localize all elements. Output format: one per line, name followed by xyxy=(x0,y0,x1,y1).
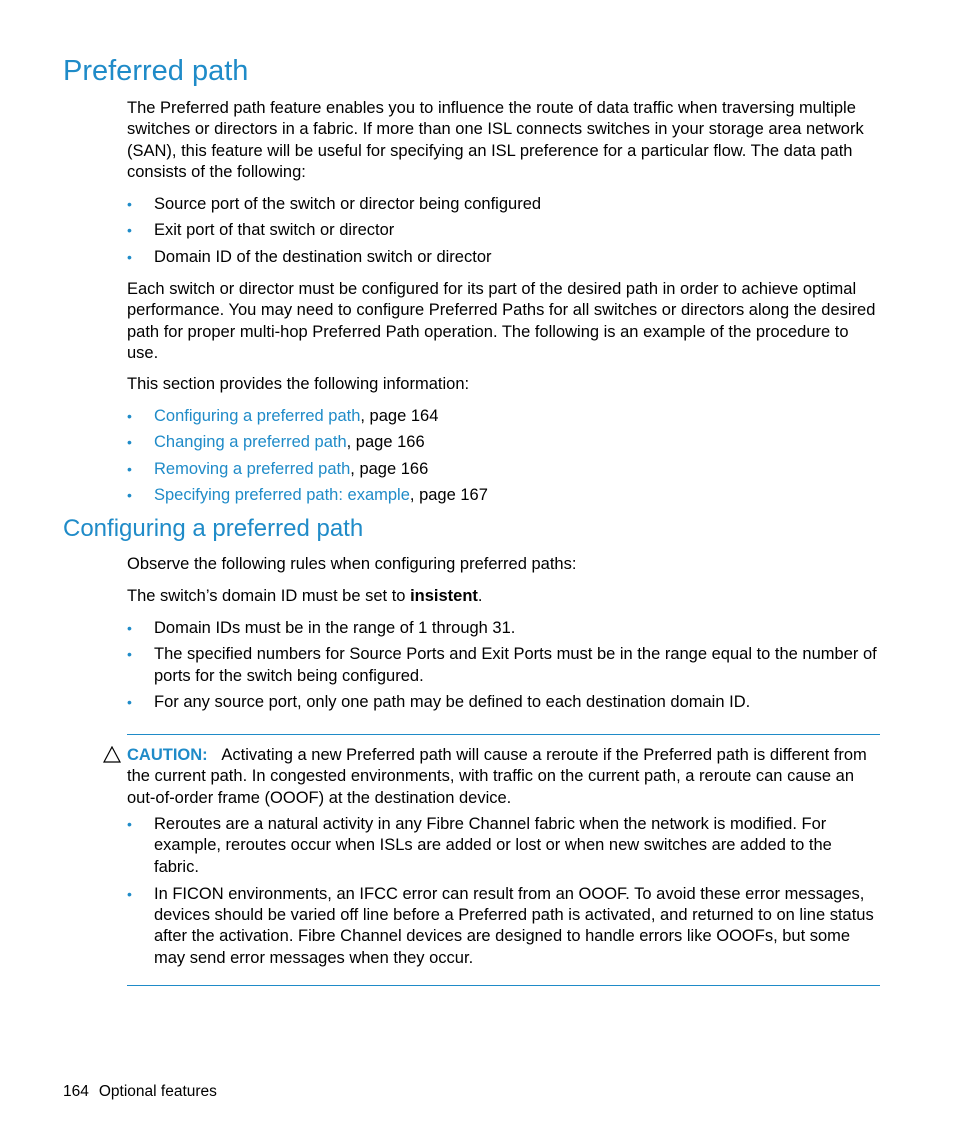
rules-list xyxy=(127,618,879,713)
path-list-section xyxy=(127,194,879,268)
info-paragraph: This section provides the following information: xyxy=(127,375,470,393)
page-footer xyxy=(63,1082,217,1102)
bullet-icon: • xyxy=(127,434,132,451)
bullet-icon: • xyxy=(127,248,132,265)
bullet-icon: • xyxy=(127,486,132,503)
procedure-section xyxy=(127,279,879,364)
caution-list-section xyxy=(127,814,879,969)
path-components-list xyxy=(127,194,879,268)
bullet-icon: • xyxy=(127,646,132,663)
link-configuring-preferred-path[interactable]: Configuring a preferred path xyxy=(154,407,361,425)
list-item: • Reroutes are a natural activity in any Fibre Channel fabric when the network is modified. For example, reroutes occur when ISLs are added or lost or when new switches are added to the fabric. xyxy=(127,815,832,876)
domain-rule-section xyxy=(127,586,879,607)
bullet-icon: • xyxy=(127,222,132,239)
list-item: • Domain IDs must be in the range of 1 through 31. xyxy=(127,618,879,639)
list-item: • Removing a preferred path, page 166 xyxy=(127,459,879,480)
caution-text: Activating a new Preferred path will cause a reroute if the Preferred path is different from the current path. In congested environments, with traffic on the current path, a reroute can cause an out-of-order frame (OOOF) at the destination device. xyxy=(127,746,867,807)
list-item: • In FICON environments, an IFCC error can result from an OOOF. To avoid these error messages, devices should be varied off line before a Preferred path is activated, and returned to on line status after the activation. Fibre Channel devices are designed to handle errors like OOOFs, but some may send error messages when they occur. xyxy=(127,884,874,967)
page-number: 164 xyxy=(63,1083,89,1100)
domain-rule-paragraph: The switch’s domain ID must be set to insistent. xyxy=(127,587,483,605)
caution-label: CAUTION: xyxy=(127,746,208,764)
list-item: • Domain ID of the destination switch or director xyxy=(127,247,879,268)
bullet-icon: • xyxy=(127,460,132,477)
list-item: • Exit port of that switch or director xyxy=(127,220,879,241)
rules-list-section xyxy=(127,618,879,713)
bullet-icon: • xyxy=(127,693,132,710)
list-item: • For any source port, only one path may be defined to each destination domain ID. xyxy=(127,692,879,713)
caution-paragraph xyxy=(127,745,879,809)
info-section xyxy=(127,374,879,395)
caution-triangle-icon xyxy=(103,746,121,764)
link-removing-preferred-path[interactable]: Removing a preferred path xyxy=(154,459,351,478)
list-item: • Specifying preferred path: example, page 167 xyxy=(127,485,879,506)
caution-list xyxy=(127,814,879,969)
caution-top-divider xyxy=(127,734,880,735)
caution-section xyxy=(127,745,879,809)
procedure-paragraph: Each switch or director must be configured for its part of the desired path in order to achieve optimal performance. You may need to configure Preferred Paths for all switches or directors along the desired path for proper multi-hop Preferred Path operation. The following is an example of the procedure to use. xyxy=(127,280,876,362)
section-links-list xyxy=(127,406,879,506)
intro-section xyxy=(127,98,879,183)
list-item: • Changing a preferred path, page 166 xyxy=(127,432,879,453)
page-title: Preferred path xyxy=(63,55,249,87)
links-section xyxy=(127,406,879,506)
caution-bottom-divider xyxy=(127,985,880,986)
intro-paragraph: The Preferred path feature enables you to influence the route of data traffic when traversing multiple switches or directors in a fabric. If more than one ISL connects switches in your storage area network (SAN), this feature will be useful for specifying an ISL preference for a particular flow. The data path consists of the following: xyxy=(127,99,864,181)
list-item: • Configuring a preferred path, page 164 xyxy=(127,406,879,427)
bullet-icon: • xyxy=(127,196,132,212)
bullet-icon: • xyxy=(127,408,132,424)
list-item: • The specified numbers for Source Ports and Exit Ports must be in the range equal to the number of ports for the switch being configured. xyxy=(127,645,877,685)
link-specifying-preferred-path-example[interactable]: Specifying preferred path: example xyxy=(154,485,410,504)
rules-intro-paragraph: Observe the following rules when configuring preferred paths: xyxy=(127,555,577,573)
bullet-icon: • xyxy=(127,816,132,832)
bullet-icon: • xyxy=(127,620,132,636)
rules-intro-section xyxy=(127,554,879,575)
insistent-keyword: insistent xyxy=(410,587,478,605)
link-changing-preferred-path[interactable]: Changing a preferred path xyxy=(154,433,347,452)
footer-section-name: Optional features xyxy=(98,1083,217,1100)
section-title: Configuring a preferred path xyxy=(63,515,364,542)
bullet-icon: • xyxy=(127,885,132,902)
list-item: • Source port of the switch or director being configured xyxy=(127,194,879,215)
